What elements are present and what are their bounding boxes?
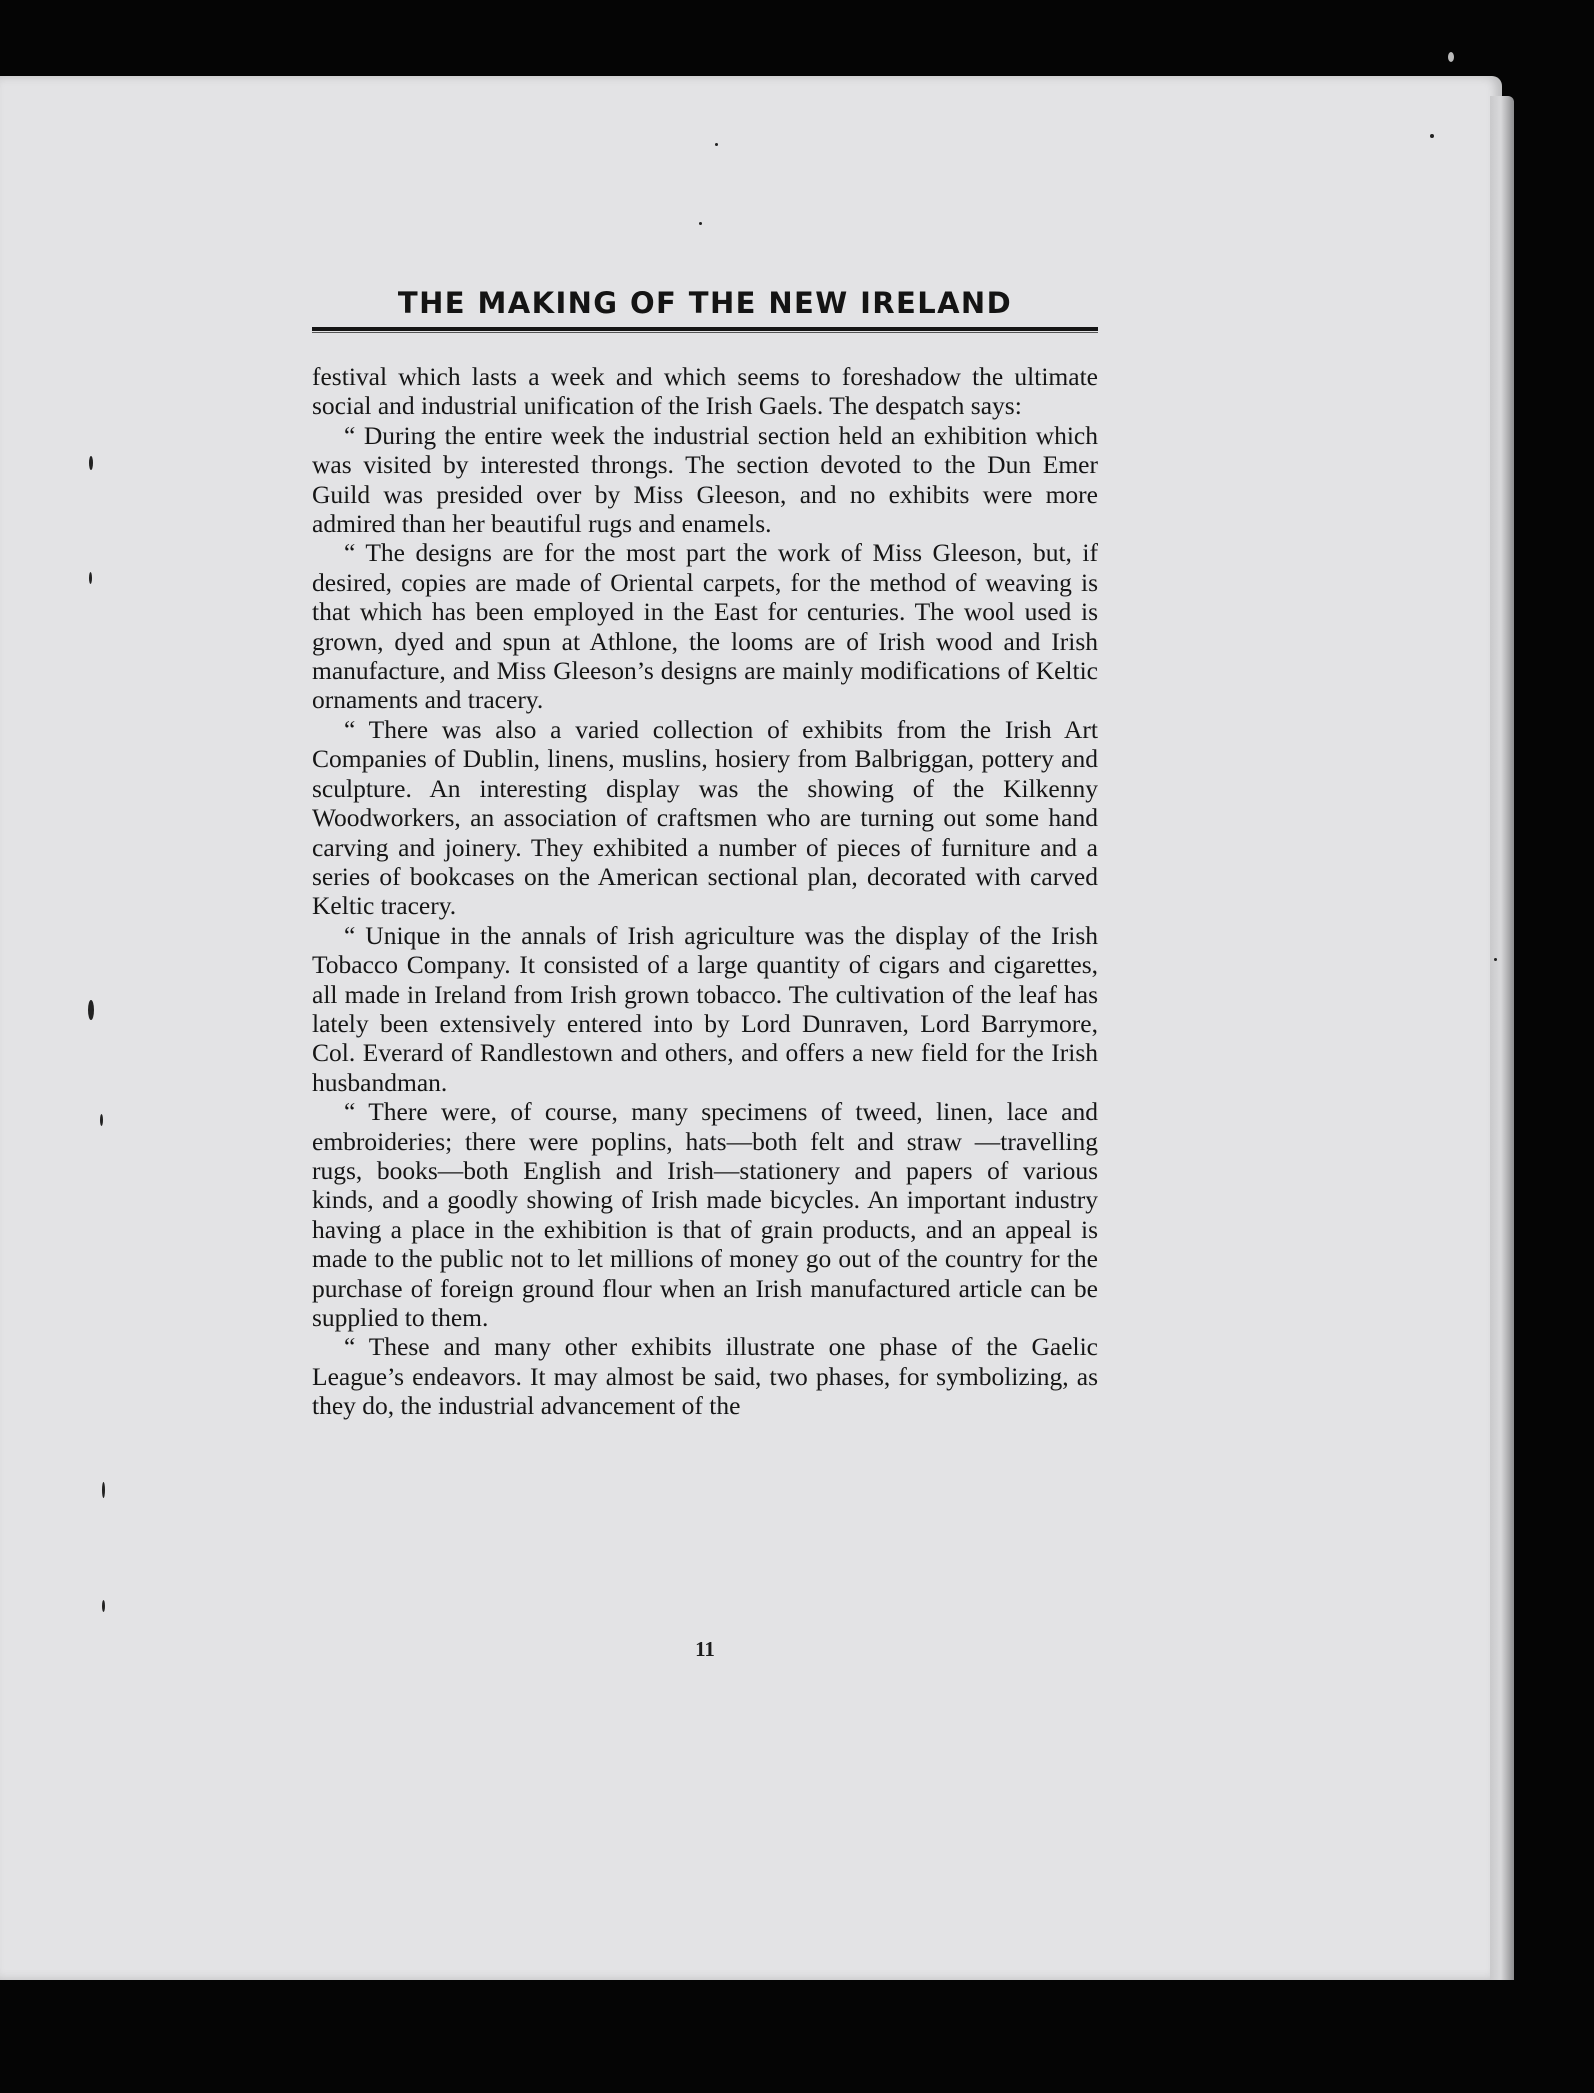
scan-speck <box>88 1000 94 1020</box>
scan-speck <box>102 1600 105 1612</box>
scan-speck <box>715 143 718 146</box>
page-edge <box>1490 96 1514 1980</box>
paragraph-quote-tobacco: “ Unique in the annals of Irish agriculture was the display of the Irish Tobacco Company. It consisted of a large quantity of cigars and cigarettes, all made in Ireland from Irish grown tobacco. The cultivation of the leaf has lately been extensively entered into by Lord Dunraven, Lord Barrymore, Col. Everard of Randlestown and others, and offers a new field for the Irish husbandman. <box>312 920 1098 1097</box>
paragraph-quote-exhibition: “ During the entire week the industrial section held an exhibition which was visited by interested throngs. The section devoted to the Dun Emer Guild was presided over by Miss Gleeson, and no exhibits were more admired than her beautiful rugs and enamels. <box>312 420 1098 539</box>
scan-speck <box>89 456 93 470</box>
scan-speck <box>1448 52 1454 62</box>
scan-speck <box>102 1482 105 1498</box>
paragraph-quote-phases: “ These and many other exhibits illustrate one phase of the Gaelic League’s endeavors. It may almost be said, two phases, for symbolizing, as they do, the industrial advancement of the <box>312 1332 1098 1421</box>
scan-speck <box>1430 134 1434 138</box>
page-number: 11 <box>695 1637 715 1661</box>
paragraph-continued: festival which lasts a week and which seems to foreshadow the ultimate social and industrial unification of the Irish Gaels. The despatch says: <box>312 362 1098 421</box>
running-head: THE MAKING OF THE NEW IRELAND <box>397 286 1013 320</box>
paragraph-quote-designs: “ The designs are for the most part the work of Miss Gleeson, but, if desired, copies are made of Oriental carpets, for the method of weaving is that which has been employed in the East for centuries. The wool used is grown, dyed and spun at Athlone, the looms are of Irish wood and Irish manufacture, and Miss Gleeson’s designs are mainly modifications of Keltic ornaments and tracery. <box>312 538 1098 715</box>
scan-speck <box>699 222 702 225</box>
paragraph-quote-collection: “ There was also a varied collection of exhibits from the Irish Art Companies of Dublin, linens, muslins, hosiery from Balbriggan, pottery and sculpture. An interesting display was the showing of the Kilkenny Woodworkers, an association of craftsmen who are turning out some hand carving and joinery. They exhibited a number of pieces of furniture and a series of bookcases on the American sectional plan, decorated with carved Keltic tracery. <box>312 714 1098 921</box>
scan-speck <box>100 1114 103 1126</box>
header-rule-thin <box>312 332 1098 333</box>
header-rule <box>312 327 1098 331</box>
scan-speck <box>89 572 92 584</box>
paragraph-quote-specimens: “ There were, of course, many specimens of tweed, linen, lace and embroideries; there were poplins, hats—both felt and straw —travelling rugs, books—both English and Irish—stationery and papers of various kinds, and a goodly showing of Irish made bicycles. An important industry having a place in the exhibition is that of grain products, and an appeal is made to the public not to let millions of money go out of the country for the purchase of foreign ground flour when an Irish manufactured article can be supplied to them. <box>312 1097 1098 1332</box>
body-text <box>312 362 1098 1421</box>
scan-speck <box>1494 958 1497 961</box>
